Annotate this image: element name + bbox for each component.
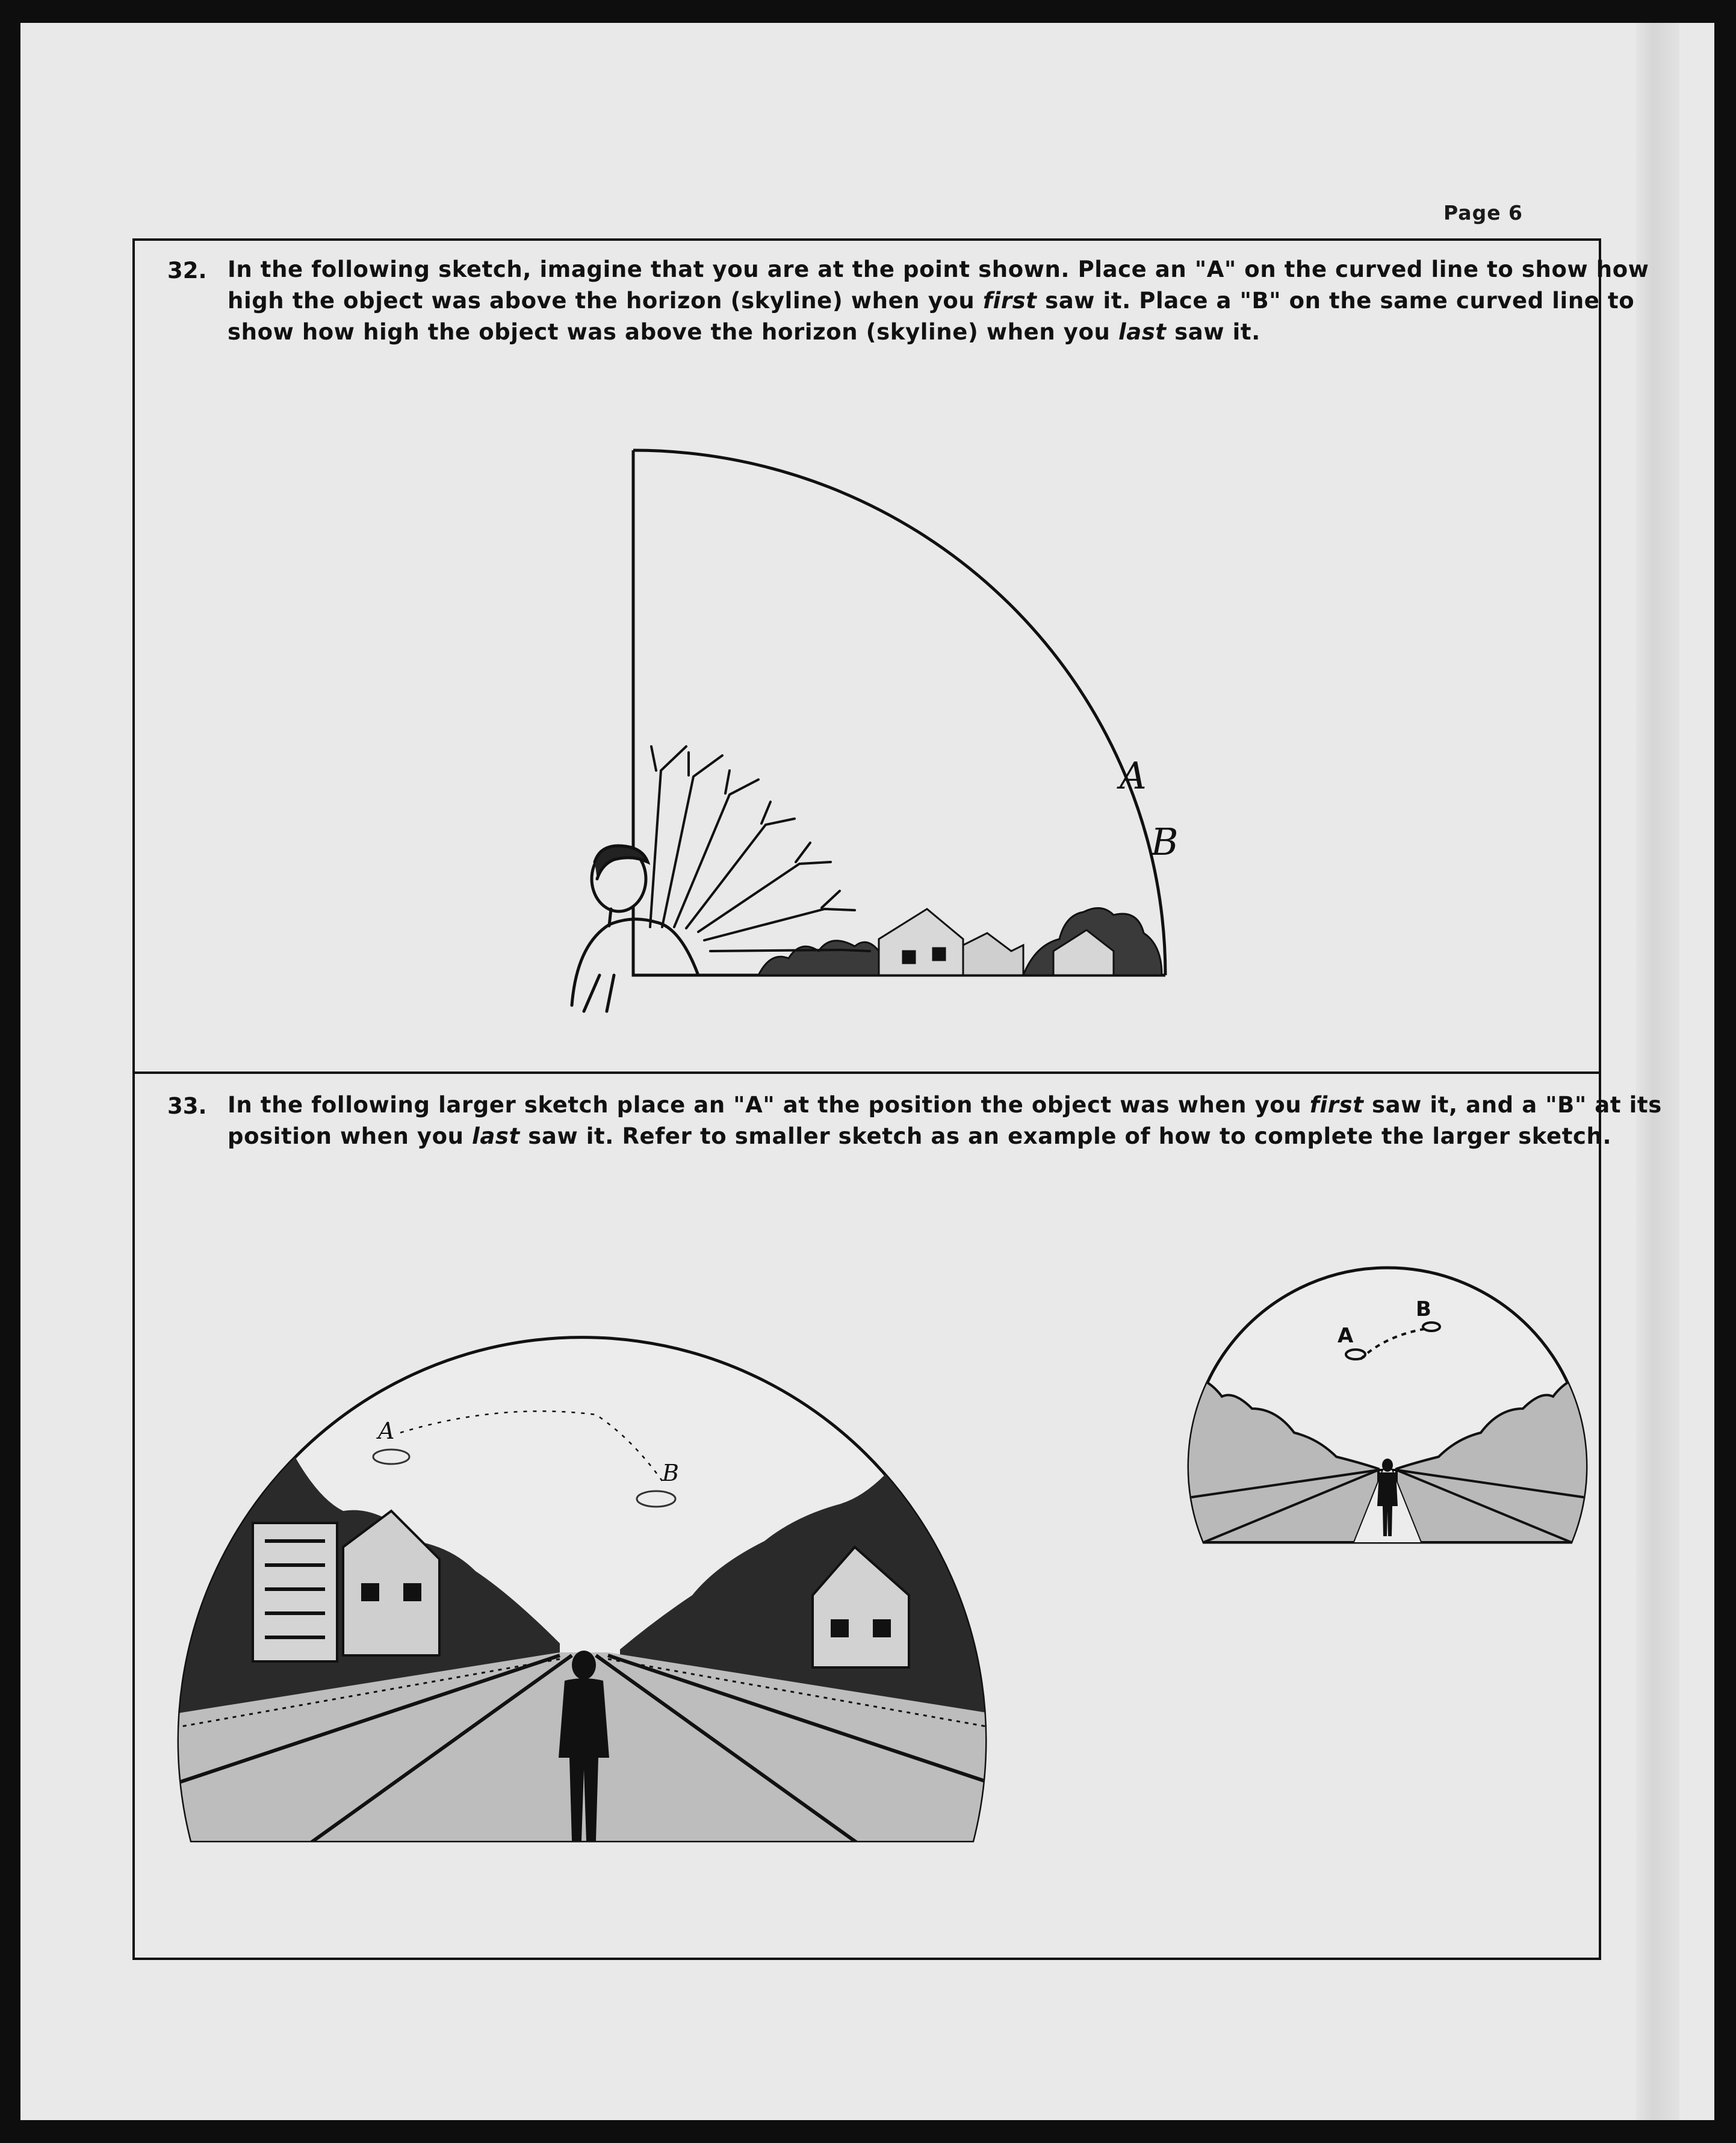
q32-line2-a: high the object was above the horizon (skyline) when you xyxy=(228,288,983,314)
sky-arc[interactable] xyxy=(633,450,1165,975)
quarter-circle-sketch xyxy=(542,433,1192,1011)
question-32-line-1 xyxy=(228,254,1649,285)
question-33-text xyxy=(228,1090,1662,1152)
question-32-text xyxy=(228,254,1649,348)
small-example-sketch xyxy=(1180,1258,1589,1559)
q32-line3-b: saw it. xyxy=(1166,319,1260,345)
q32-line2-b: saw it. Place a "B" on the same curved line to xyxy=(1037,288,1635,314)
question-33-line-1 xyxy=(228,1090,1662,1121)
section-divider xyxy=(132,1072,1601,1074)
sky-axes xyxy=(633,450,1165,975)
handwritten-mark-b: B xyxy=(1151,820,1179,864)
large-street-sketch xyxy=(163,1258,1005,1854)
large-mark-a: A xyxy=(378,1418,395,1444)
q33-line1-b: saw it, and a "B" at its xyxy=(1363,1092,1662,1118)
question-33-number: 33. xyxy=(167,1093,207,1119)
q33-line2-a: position when you xyxy=(228,1123,473,1149)
q32-line2-emphasis: first xyxy=(982,288,1037,314)
skyline-trees xyxy=(758,908,1162,975)
q32-line3-emphasis: last xyxy=(1118,319,1167,345)
handwritten-mark-a: A xyxy=(1120,754,1147,798)
q33-line1-a: In the following larger sketch place an "A" at the position the object was when you xyxy=(228,1092,1310,1118)
q33-line1-emphasis: first xyxy=(1309,1092,1364,1118)
small-label-b: B xyxy=(1416,1297,1431,1321)
q33-line2-emphasis: last xyxy=(472,1123,520,1149)
question-33-line-2 xyxy=(228,1121,1662,1152)
question-32-number: 32. xyxy=(167,258,207,284)
question-32-line-2 xyxy=(228,285,1649,317)
q32-line3-a: show how high the object was above the horizon (skyline) when you xyxy=(228,319,1118,345)
small-label-a: A xyxy=(1338,1324,1354,1348)
large-mark-b: B xyxy=(662,1460,679,1486)
question-32-line-3 xyxy=(228,317,1649,348)
page-number: Page 6 xyxy=(1443,201,1524,225)
q33-line2-b: saw it. Refer to smaller sketch as an example of how to complete the larger sketch. xyxy=(519,1123,1612,1149)
q32-line1-text: In the following sketch, imagine that you are at the point shown. Place an "A" on the curved line to show how xyxy=(228,256,1649,282)
